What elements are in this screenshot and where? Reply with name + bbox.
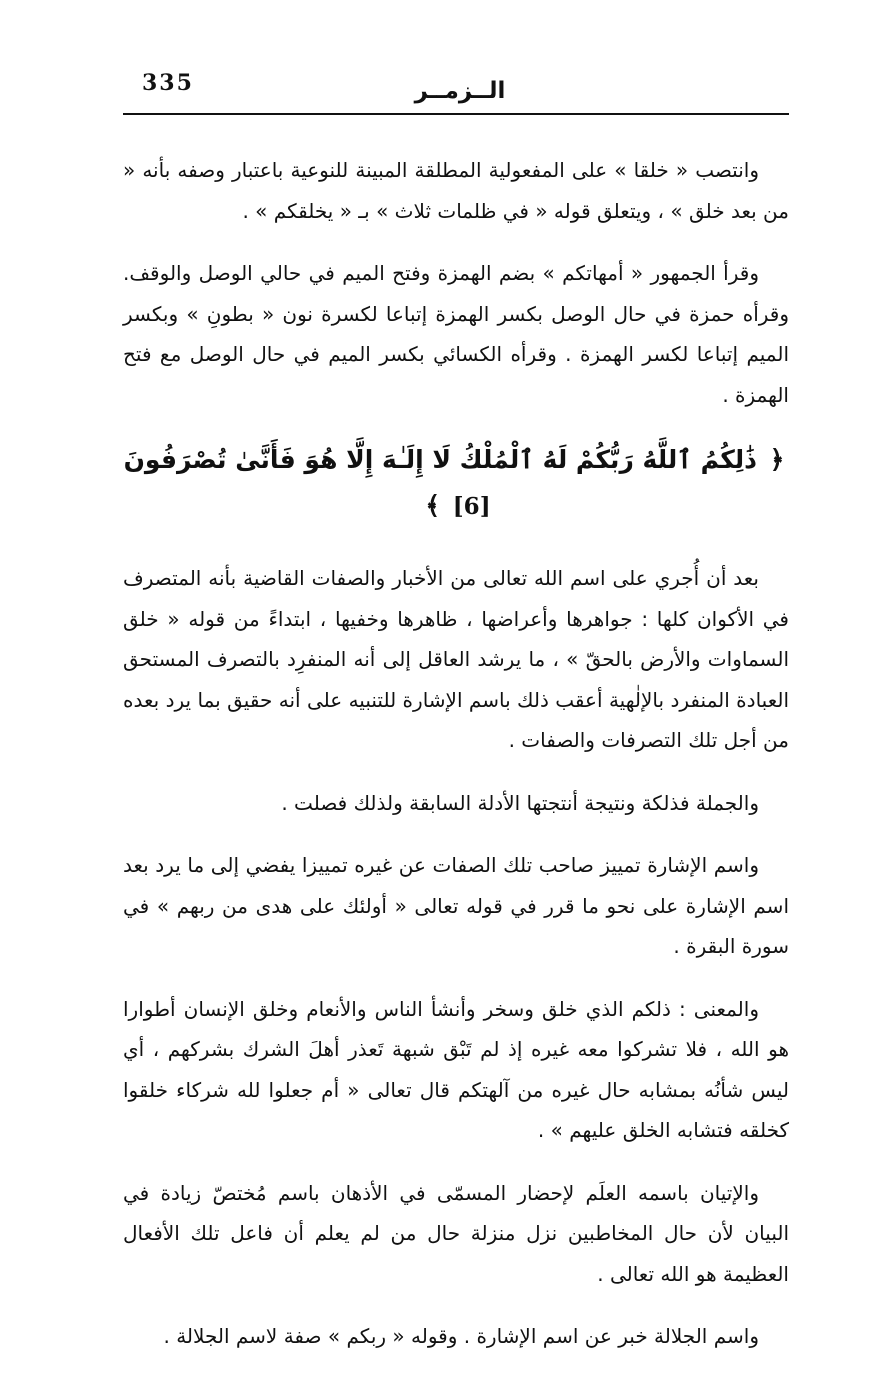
paragraph: والمعنى : ذلكم الذي خلق وسخر وأنشأ الناس والأنعام وخلق الإنسان أطوارا هو الله ، فلا تشركوا معه غيره إذ لم تَبْق شبهة تَعذر أهلَ الشرك بشركهم ، أي ليس شأنُه بمشابه حال غيره من آلهتكم قال تعالى « أم جعلوا لله شركاء خلقوا كخلقه فتشابه الخلق عليهم » . (123, 996, 789, 1142)
verse-close-bracket: ﴾ (425, 491, 441, 520)
running-title: الــزمــر (414, 78, 506, 104)
paragraph: والجملة فذلكة ونتيجة أنتجتها الأدلة السابقة ولذلك فصلت . (281, 790, 759, 815)
paragraph: بعد أن أُجري على اسم الله تعالى من الأخبار والصفات القاضية بأنه المتصرف في الأكوان كلها : جواهرها وأعراضها ، ظاهرها وخفيها ، ابتداءً من قوله « خلق السماوات والأرض بالحقّ » ، ما يرشد العاقل إلى أنه المنفرِد بالتصرف المستحق العبادة المنفرد بالإلٰهية أعقب ذلك باسم الإشارة للتنبيه على أنه حقيق بما يرد بعده من أجل تلك التصرفات والصفات . (123, 566, 789, 752)
paragraph: والإتيان باسمه العلَم لإحضار المسمّى في الأذهان باسم مُختصّ زيادة في البيان لأن حال المخاطبين نزل منزلة حال من لم يعلم أن فاعل تلك الأفعال العظيمة هو الله تعالى . (123, 1180, 789, 1286)
verse-text: ذَٰلِكُمُ ٱللَّهُ رَبُّكُمْ لَهُ ٱلْمُلْكُ لَا إِلَـٰهَ إِلَّا هُوَ فَأَنَّىٰ تُصْرَفُونَ (123, 445, 758, 474)
paragraph: واسم الإشارة تمييز صاحب تلك الصفات عن غيره تمييزا يفضي إلى ما يرد بعد اسم الإشارة على نحو ما قرر في قوله تعالى « أولئك على هدى من ربهم » في سورة البقرة . (123, 853, 789, 958)
quran-verse (123, 437, 789, 530)
body-text (123, 150, 789, 1379)
header-rule (123, 113, 789, 115)
paragraph: واسم الجلالة خبر عن اسم الإشارة . وقوله « ربكم » صفة لاسم الجلالة . (163, 1324, 759, 1348)
paragraph: وانتصب « خلقا » على المفعولية المطلقة المبينة للنوعية باعتبار وصفه بأنه « من بعد خلق » ، ويتعلق قوله « في ظلمات ثلاث » بـ « يخلقكم » . (123, 158, 789, 223)
page-number: 335 (142, 70, 194, 96)
verse-open-bracket: ﴿ (769, 445, 785, 474)
verse-number: [6] (452, 493, 491, 520)
paragraph: وقرأ الجمهور « أمهاتكم » بضم الهمزة وفتح الميم في حالي الوصل والوقف. وقرأه حمزة في حال الوصل بكسر الهمزة إتباعا لكسرة نون « بطونِ » وبكسر الميم إتباعا لكسر الهمزة . وقرأه الكسائي بكسر الميم في حال الوصل مع فتح الهمزة . (123, 261, 789, 407)
